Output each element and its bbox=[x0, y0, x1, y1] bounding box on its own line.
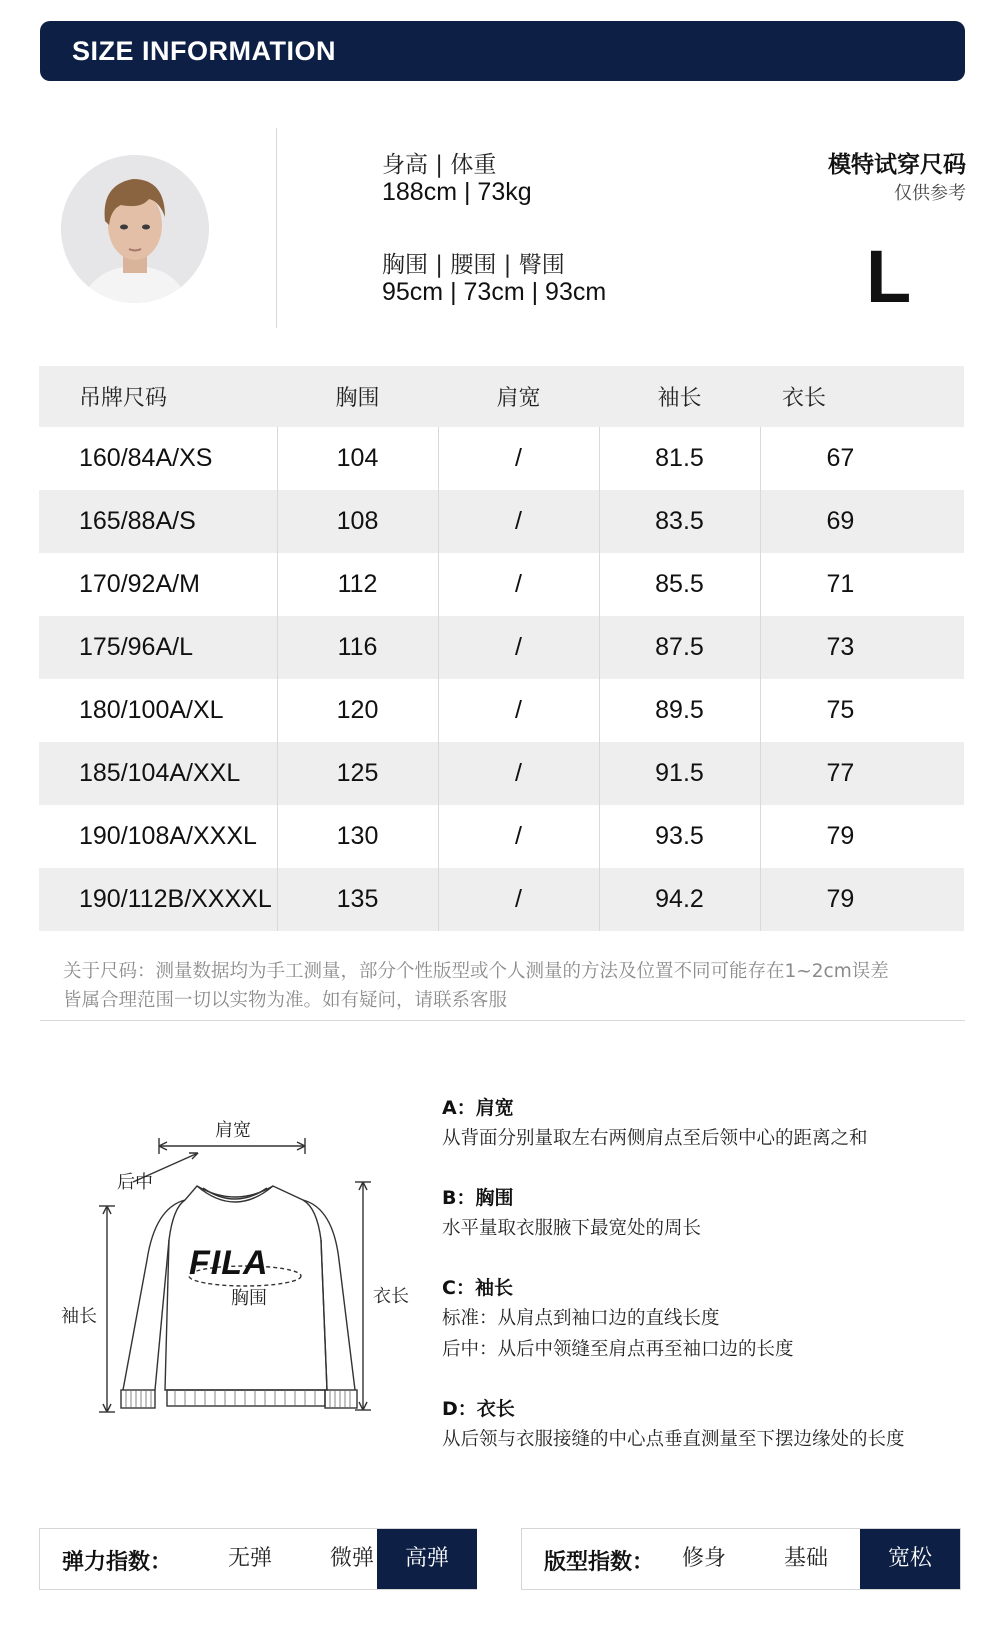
cell-length: 77 bbox=[760, 742, 964, 805]
cell-length: 79 bbox=[760, 805, 964, 868]
cell-tag-size: 190/108A/XXXL bbox=[79, 822, 257, 850]
section-divider bbox=[40, 1020, 965, 1021]
cell-tag-size: 180/100A/XL bbox=[79, 696, 224, 724]
cell-tag-size: 165/88A/S bbox=[39, 490, 277, 553]
cell-shoulder: / bbox=[438, 868, 599, 931]
cell-sleeve: 94.2 bbox=[599, 868, 760, 931]
definition-text-sleeve-standard: 标准：从肩点到袖口边的直线长度 bbox=[442, 1308, 720, 1329]
cell-shoulder: / bbox=[438, 616, 599, 679]
tryon-size-value: L bbox=[866, 235, 912, 318]
table-row bbox=[39, 679, 964, 742]
cell-sleeve: 85.5 bbox=[599, 553, 760, 616]
table-row bbox=[39, 742, 964, 805]
size-note bbox=[63, 957, 968, 1015]
cell-tag-size: 190/112B/XXXXL bbox=[39, 868, 277, 931]
cell-chest: 130 bbox=[277, 805, 438, 868]
table-row bbox=[39, 427, 964, 490]
cell-length: 79 bbox=[760, 868, 964, 931]
fit-index bbox=[521, 1528, 961, 1590]
page-title: SIZE INFORMATION bbox=[72, 36, 336, 66]
cell-length: 69 bbox=[760, 490, 964, 553]
definition-title-shoulder: A：肩宽 bbox=[442, 1097, 514, 1119]
fit-option-loose-selected: 宽松 bbox=[860, 1529, 960, 1589]
definition-text-shoulder: 从背面分别量取左右两侧肩点至后领中心的距离之和 bbox=[442, 1128, 868, 1149]
column-header-sleeve: 袖长 bbox=[599, 366, 760, 427]
cell-sleeve: 91.5 bbox=[599, 742, 760, 805]
elasticity-option-high-selected: 高弹 bbox=[377, 1529, 477, 1589]
fila-logo: FILA bbox=[189, 1244, 269, 1282]
cell-shoulder: / bbox=[438, 490, 599, 553]
cell-shoulder: / bbox=[438, 679, 599, 742]
cell-tag-size: 185/104A/XXL bbox=[39, 742, 277, 805]
definition-title-chest: B：胸围 bbox=[442, 1187, 514, 1209]
size-table bbox=[39, 366, 964, 931]
garment-diagram bbox=[55, 1090, 415, 1420]
model-avatar bbox=[61, 155, 209, 303]
cell-shoulder: / bbox=[438, 427, 599, 490]
definition-text-chest: 水平量取衣服腋下最宽处的周长 bbox=[442, 1218, 702, 1239]
column-header-length: 衣长 bbox=[760, 366, 964, 427]
diagram-label-back-center: 后中 bbox=[117, 1172, 153, 1193]
cell-shoulder: / bbox=[438, 805, 599, 868]
diagram-label-shoulder: 肩宽 bbox=[215, 1120, 251, 1141]
cell-chest: 135 bbox=[277, 868, 438, 931]
cell-length: 71 bbox=[760, 553, 964, 616]
table-row bbox=[39, 805, 964, 868]
cell-chest: 104 bbox=[277, 427, 438, 490]
cell-chest: 125 bbox=[277, 742, 438, 805]
table-row bbox=[39, 868, 964, 931]
cell-chest: 112 bbox=[277, 553, 438, 616]
cell-tag-size: 160/84A/XS bbox=[79, 444, 213, 472]
table-row bbox=[39, 490, 964, 553]
cell-chest: 120 bbox=[277, 679, 438, 742]
elasticity-option-none: 无弹 bbox=[227, 1546, 272, 1571]
fit-option-regular: 基础 bbox=[783, 1546, 828, 1571]
cell-sleeve: 81.5 bbox=[599, 427, 760, 490]
cell-tag-size: 175/96A/L bbox=[39, 616, 277, 679]
cell-chest: 116 bbox=[277, 616, 438, 679]
table-row bbox=[39, 616, 964, 679]
column-header-chest: 胸围 bbox=[277, 366, 438, 427]
table-header-row bbox=[39, 366, 964, 427]
cell-shoulder: / bbox=[438, 553, 599, 616]
measurements-value: 95cm | 73cm | 93cm bbox=[382, 278, 607, 306]
diagram-label-chest: 胸围 bbox=[231, 1288, 267, 1309]
column-header-shoulder: 肩宽 bbox=[438, 366, 599, 427]
size-note-line: 关于尺码：测量数据均为手工测量，部分个性版型或个人测量的方法及位置不同可能存在1~2cm误差 bbox=[63, 961, 889, 982]
fit-label: 版型指数： bbox=[544, 1550, 655, 1575]
cell-length: 67 bbox=[760, 427, 964, 490]
model-divider bbox=[276, 128, 277, 328]
elasticity-index bbox=[39, 1528, 477, 1590]
height-weight-label: 身高 | 体重 bbox=[382, 152, 497, 178]
tryon-size-note: 仅供参考 bbox=[894, 183, 966, 204]
column-header-tag-size: 吊牌尺码 bbox=[39, 366, 277, 427]
elasticity-option-slight: 微弹 bbox=[329, 1546, 374, 1571]
definition-title-length: D：衣长 bbox=[442, 1398, 515, 1420]
elasticity-label: 弹力指数： bbox=[62, 1550, 173, 1575]
cell-chest: 108 bbox=[277, 490, 438, 553]
cell-tag-size: 170/92A/M bbox=[79, 570, 200, 598]
definition-title-sleeve: C：袖长 bbox=[442, 1277, 513, 1299]
cell-sleeve: 93.5 bbox=[599, 805, 760, 868]
cell-sleeve: 83.5 bbox=[599, 490, 760, 553]
cell-shoulder: / bbox=[438, 742, 599, 805]
tryon-size-title: 模特试穿尺码 bbox=[828, 152, 966, 178]
height-weight-value: 188cm | 73kg bbox=[382, 178, 532, 206]
size-note-line: 皆属合理范围一切以实物为准。如有疑问，请联系客服 bbox=[63, 990, 508, 1011]
definition-text-sleeve-back-center: 后中：从后中领缝至肩点再至袖口边的长度 bbox=[442, 1339, 794, 1360]
definition-text-length: 从后领与衣服接缝的中心点垂直测量至下摆边缘处的长度 bbox=[442, 1429, 905, 1450]
measurements-label: 胸围 | 腰围 | 臀围 bbox=[382, 252, 565, 278]
cell-length: 75 bbox=[760, 679, 964, 742]
cell-sleeve: 87.5 bbox=[599, 616, 760, 679]
fit-option-slim: 修身 bbox=[681, 1546, 726, 1571]
diagram-label-sleeve: 袖长 bbox=[61, 1306, 97, 1327]
model-portrait bbox=[61, 155, 209, 303]
header-bar bbox=[40, 21, 965, 81]
cell-sleeve: 89.5 bbox=[599, 679, 760, 742]
table-row bbox=[39, 553, 964, 616]
diagram-label-length: 衣长 bbox=[373, 1286, 409, 1307]
cell-length: 73 bbox=[760, 616, 964, 679]
